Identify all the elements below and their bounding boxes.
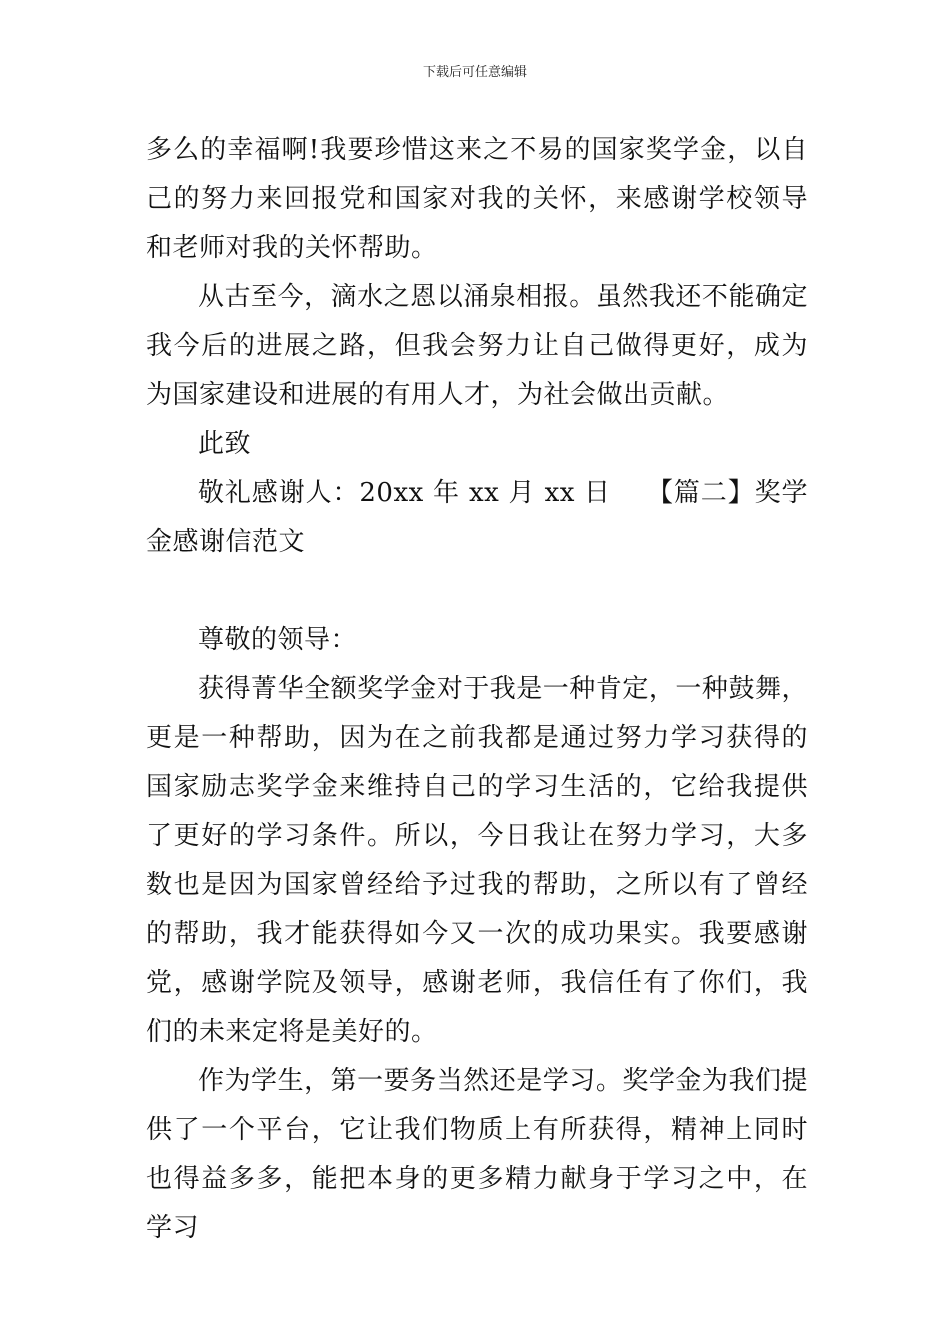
paragraph-4: 作为学生，第一要务当然还是学习。奖学金为我们提供了一个平台，它让我们物质上有所获得，精神上同时也得益多多，能把本身的更多精力献身于学习之中，在学习 bbox=[146, 1066, 808, 1243]
closing-salutation: 此致 bbox=[198, 429, 252, 459]
greeting: 尊敬的领导： bbox=[198, 625, 358, 655]
paragraph-3: 获得菁华全额奖学金对于我是一种肯定，一种鼓舞，更是一种帮助，因为在之前我都是通过努力学习获得的国家励志奖学金来维持自己的学习生活的，它给我提供了更好的学习条件。所以，今日我让在努力学习，大多数也是因为国家曾经给予过我的帮助，之所以有了曾经的帮助，我才能获得如今又一次的成功果实。我要感谢党，感谢学院及领导，感谢老师，我信任有了你们，我们的未来定将是美好的。 bbox=[146, 674, 808, 1047]
paragraph-1: 多么的幸福啊!我要珍惜这来之不易的国家奖学金，以自己的努力来回报党和国家对我的关怀，来感谢学校领导和老师对我的关怀帮助。 bbox=[146, 135, 808, 263]
document-body bbox=[146, 126, 808, 1253]
page-header-note: 下载后可任意编辑 bbox=[422, 65, 527, 80]
paragraph-2: 从古至今，滴水之恩以涌泉相报。虽然我还不能确定我今后的进展之路，但我会努力让自己做得更好，成为为国家建设和进展的有用人才，为社会做出贡献。 bbox=[146, 282, 808, 410]
blank-line bbox=[146, 567, 808, 616]
signature-and-section-title: 敬礼感谢人：20xx 年 xx 月 xx 日 【篇二】奖学金感谢信范文 bbox=[146, 478, 808, 557]
